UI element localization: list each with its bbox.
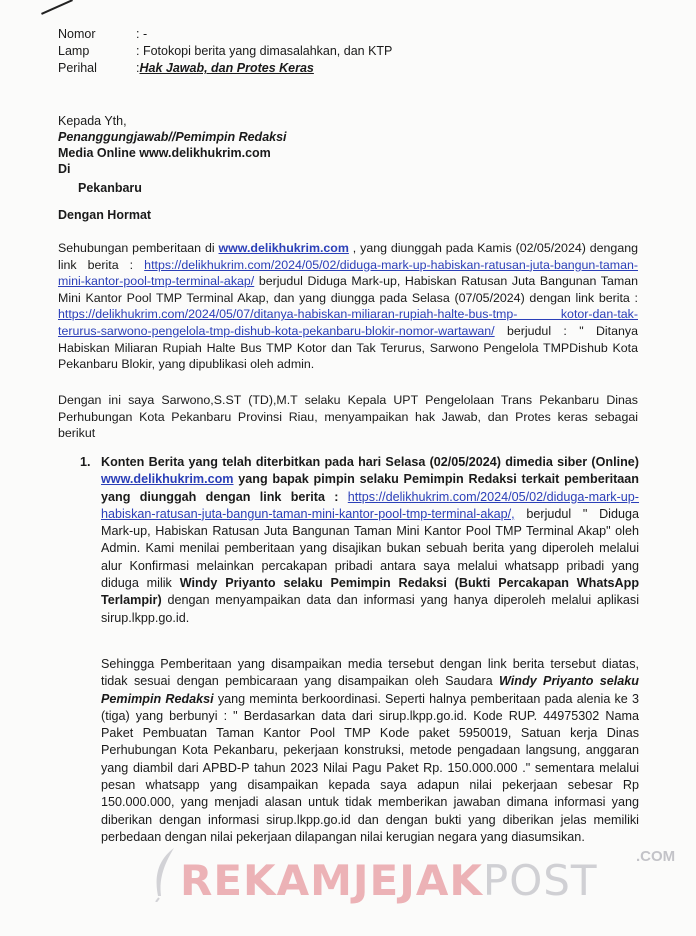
- watermark-main: REKAMJEJAK: [180, 856, 483, 905]
- item-text-2: dengan menyampaikan data dan informasi yang hanya diperoleh melalui aplikasi sirup.lkpp.go.id.: [101, 593, 639, 625]
- item-text-1: berjudul " Diduga Mark-up, Habiskan Ratusan Juta Bangunan Taman Mini Kantor Pool TMP Terminal Akap" oleh Admin. Kami menilai pemberitaan yang disajikan bukan sebuah berita yang diperoleh melalui alur Konfirmasi melainkan percakapan pribadi antara saya melalui whatsapp pribadi yang diduga milik: [101, 506, 639, 591]
- address-line-5: Pekanbaru: [78, 181, 142, 195]
- salutation: Dengan Hormat: [58, 208, 152, 222]
- nomor-label: Nomor: [58, 27, 96, 41]
- intro-text-2: , yang diunggah pada Kamis (02/05/2024) dengang link berita :: [58, 241, 638, 272]
- watermark-com: .COM: [636, 848, 676, 865]
- lamp-row: [58, 43, 392, 60]
- site-link[interactable]: www.delikhukrim.com: [218, 241, 349, 255]
- nomor-value: : -: [136, 27, 148, 41]
- item-site-link[interactable]: www.delikhukrim.com: [101, 472, 234, 487]
- letter-header: [58, 26, 392, 77]
- item-p2-text-a: Sehingga Pemberitaan yang disampaikan media tersebut dengan link berita tersebut diatas, tidak sesuai dengan pembicaraan yang disampaikan oleh Saudara: [101, 657, 639, 689]
- item-bold-2: yang bapak pimpin selaku Pemimpin Redaksi terkait pemberitaan yang diunggah dengan link berita :: [101, 472, 639, 504]
- pen-mark: [41, 0, 73, 15]
- lamp-label: Lamp: [58, 44, 90, 58]
- address-line-3: Media Online www.delikhukrim.com: [58, 146, 271, 160]
- item-p2-text-c: yang meminta berkoordinasi. Seperti halnya pemberitaan pada alenia ke 3 (tiga) yang berbunyi : " Berdasarkan data dari sirup.lkpp.go.id. Kode RUP. 44975302 Nama Paket Pembuatan Taman Kantor Pool TMP Kode paket 5950019, Satuan kerja Dinas Perhubungan Kota Pekanbaru, pekerjaan konstruksi, metode pengadaan langsung, anggaran yang diambil dari APBD-P tahun 2023 Nilai Pagu Paket Rp. 150.000.000 ." sementara melalui pesan whatsapp yang disampaikan kepada saya adapun nilai pekerjaan sebesar Rp 150.000.000, yang menjadi alasan untuk tidak memberikan jawaban dimana informasi yang diberikan dengan informasi sirup.lkpp.go.id dan dengan bukti yang diberikan jelas memiliki perbedaan dengan nilai pekerjaan dilapangan nilai kerugian negara yang diasumsikan.: [101, 691, 639, 844]
- perihal-label: Perihal: [58, 61, 97, 75]
- watermark-logo: [180, 856, 598, 905]
- news-link-1[interactable]: https://delikhukrim.com/2024/05/02/diduga-mark-up-habiskan-ratusan-juta-bangun-taman-mini-kantor-pool-tmp-terminal-akap/: [58, 257, 638, 289]
- perihal-colon: :: [136, 61, 140, 75]
- intro-text-4: berjudul : " Ditanya Habiskan Miliaran Rupiah Halte Bus TMP Kotor dan Tak Terurus, Sarwono Pengelola TMPDishub Kota Pekanbaru Blokir, yang dipublikasi oleh admin.: [58, 323, 638, 372]
- item-news-link[interactable]: https://delikhukrim.com/2024/05/02/diduga-mark-up-habiskan-ratusan-juta-bangun-taman-mini-kantor-pool-tmp-terminal-akap/,: [101, 489, 639, 521]
- item-1-paragraph-2: [101, 656, 639, 846]
- intro-text-1: Sehubungan pemberitaan di: [58, 241, 219, 255]
- item-bold-1: Konten Berita yang telah diterbitkan pada hari Selasa (02/05/2024) dimedia siber (Online): [101, 455, 639, 469]
- intro-text-3: berjudul Diduga Mark-up, Habiskan Ratusan Juta Bangunan Taman Mini Kantor Pool TMP Terminal Akap, dan yang diungga pada Selasa (07/05/2024) dengan link berita :: [58, 274, 638, 305]
- address-line-2: Penanggungjawab//Pemimpin Redaksi: [58, 130, 287, 144]
- item-p2-bold: Windy Priyanto selaku Pemimpin Redaksi: [101, 674, 639, 706]
- recipient-address: [58, 113, 287, 196]
- news-link-2[interactable]: https://delikhukrim.com/2024/05/07/ditanya-habiskan-miliaran-rupiah-halte-bus-tmp- kotor-dan-tak-terurus-sarwono-pengelola-tmp-dishub-kota-pekanbaru-blokir-nomor-wartawan/: [58, 307, 638, 338]
- perihal-row: [58, 60, 392, 77]
- paragraph-intro: [58, 240, 638, 373]
- paragraph-statement: Dengan ini saya Sarwono,S.ST (TD),M.T selaku Kepala UPT Pengelolaan Trans Pekanbaru Dinas Perhubungan Kota Pekanbaru Provinsi Riau, menyampaikan hak Jawab, dan Protes keras sebagai berikut: [58, 393, 638, 441]
- item-1-body: [101, 454, 639, 627]
- feather-logo-icon: [150, 846, 180, 902]
- address-line-4: Di: [58, 162, 71, 176]
- address-line-1: Kepada Yth,: [58, 114, 127, 128]
- nomor-row: [58, 26, 392, 43]
- item-number: 1.: [80, 455, 91, 469]
- perihal-value: Hak Jawab, dan Protes Keras: [139, 61, 314, 75]
- watermark-post: POST: [482, 856, 598, 905]
- item-bold-3: Windy Priyanto selaku Pemimpin Redaksi (Bukti Percakapan WhatsApp Terlampir): [101, 576, 640, 608]
- lamp-value: : Fotokopi berita yang dimasalahkan, dan KTP: [136, 44, 393, 58]
